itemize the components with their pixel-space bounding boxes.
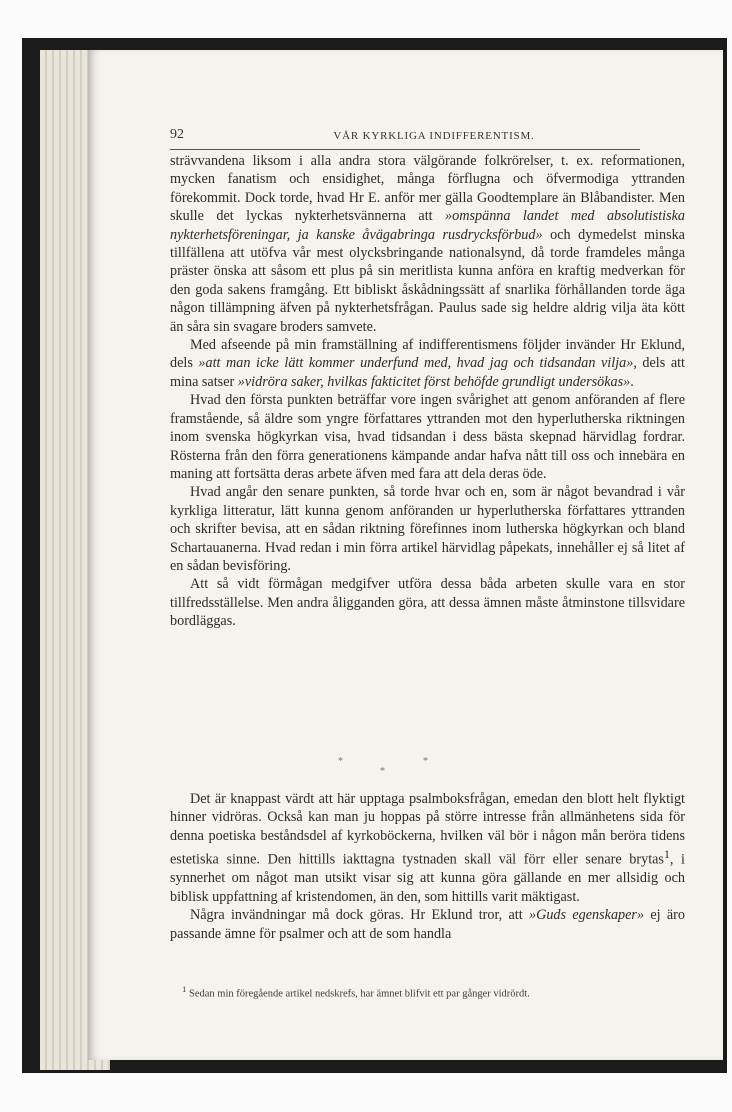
paragraph-1: strävvandena liksom i alla andra stora välgörande folkrörelser, t. ex. reformationen, mycken fanatism och ensidighet, många förflugna och öfvermodiga yttranden förekommit. Dock torde, hvad Hr E. anför mer gälla Goodtemplare än Blåbandister. Men skulle det lyckas nykterhetsvännerna att »omspänna landet med absolutistiska nykterhetsföreningar, ja kanske åvägabringa rusdrycksförbud» och dymedelst minska tillfällena att utöfva vår mest olycksbringande nationalsynd, då torde framdeles många präster önska att såsom ett plus på sin meritlista kunna anföra en kraftig medverkan för den goda sakens framgång. Ett bibliskt åskådningssätt af snarlika förhållanden torde äga någon tillämpning äfven på nykterhetsfrågan. Paulus sade sig heldre aldrig vilja äta kött än såra sin svagare broders samvete.: [170, 153, 685, 335]
footnote-marker: 1: [182, 984, 187, 994]
paragraph-2: Med afseende på min framställning af indifferentismens följder invänder Hr Eklund, dels »att man icke lätt kommer underfund med, hvad jag och tidsandan vilja», dels att mina satser »vidröra saker, hvilkas fakticitet först behöfde grundligt undersökas».: [170, 337, 685, 390]
paragraph-4: Hvad angår den senare punkten, så torde hvar och en, som är något bevandrad i vår kyrkliga litteratur, lätt kunna genom anföranden ur hyperlutherska författares yttranden och skrifter bevisa, att en sådan riktning förefinnes inom lutherska högkyrkan och bland Schartauanerna. Hvad redan i min förra artikel härvidlag påpekats, innehåller ej så litet af en sådan bevisföring.: [170, 484, 685, 574]
footnote: [170, 983, 685, 1001]
paragraph-6: Det är knappast värdt att här upptaga psalmboksfrågan, emedan den blott helt flyktigt hinner vidröras. Också kan man ju hoppas på större intresse från allmänhetens sida för denna poetiska beståndsdel af kyrkoböckerna, hvilken väl bör i någon mån beröra tidens estetiska sinne. Den hittills iakttagna tystnaden skall väl förr eller senare brytas$^1$, i synnerhet om något man utsikt visar sig att kunna göra gällande en mer allsidig och biblisk uppfattning af kristendomen, än den, som hittills varit mäktigast.: [170, 791, 686, 905]
page-number: 92: [170, 127, 184, 142]
separator-star: *: [338, 756, 343, 767]
running-title: VÅR KYRKLIGA INDIFFERENTISM.: [333, 130, 535, 142]
book-page: [88, 50, 723, 1060]
footnote-reference: 1: [663, 847, 670, 862]
paragraph-3: Hvad den första punkten beträffar vore ingen svårighet att genom anföranden af flere framstående, så äldre som yngre författares yttranden mot den hyperlutherska riktningen inom svenska högkyrkan visa, hvad tidsandan i dess bästa skepnad härvidlag fordrar. Rösterna från den förra generationens kämpande andar hafva nått till oss och innebära en maning att fortsätta deras arbete äfven med fara att dela deras öde.: [170, 392, 685, 482]
quote-italic: »Guds egenskaper»: [529, 907, 645, 924]
page-header: [170, 125, 640, 150]
section-separator: [338, 756, 518, 786]
body-text-section-2: [170, 790, 685, 943]
separator-star: *: [380, 766, 385, 777]
quote-italic: »vidröra saker, hvilkas fakticitet först behöfde grundligt undersökas»: [237, 373, 631, 390]
quote-italic: »att man icke lätt kommer underfund med, hvad jag och tidsandan vilja»: [198, 355, 634, 372]
quote-italic: »omspänna landet med absolutistiska nykterhetsföreningar, ja kanske åvägabringa rusdrycksförbud»: [170, 208, 685, 243]
separator-star: *: [423, 756, 428, 767]
body-text: [170, 152, 685, 631]
footnote-text: Sedan min föregående artikel nedskrefs, har ämnet blifvit ett par gånger vidrördt.: [186, 988, 530, 1000]
paragraph-5: Att så vidt förmågan medgifver utföra dessa båda arbeten skulle vara en stor tillfredsställelse. Men andra åligganden göra, att dessa ämnen måste åtminstone tillsvidare bordläggas.: [170, 576, 685, 630]
paragraph-7: Några invändningar må dock göras. Hr Eklund tror, att »Guds egenskaper» ej äro passande ämne för psalmer och att de som handla: [170, 907, 685, 942]
